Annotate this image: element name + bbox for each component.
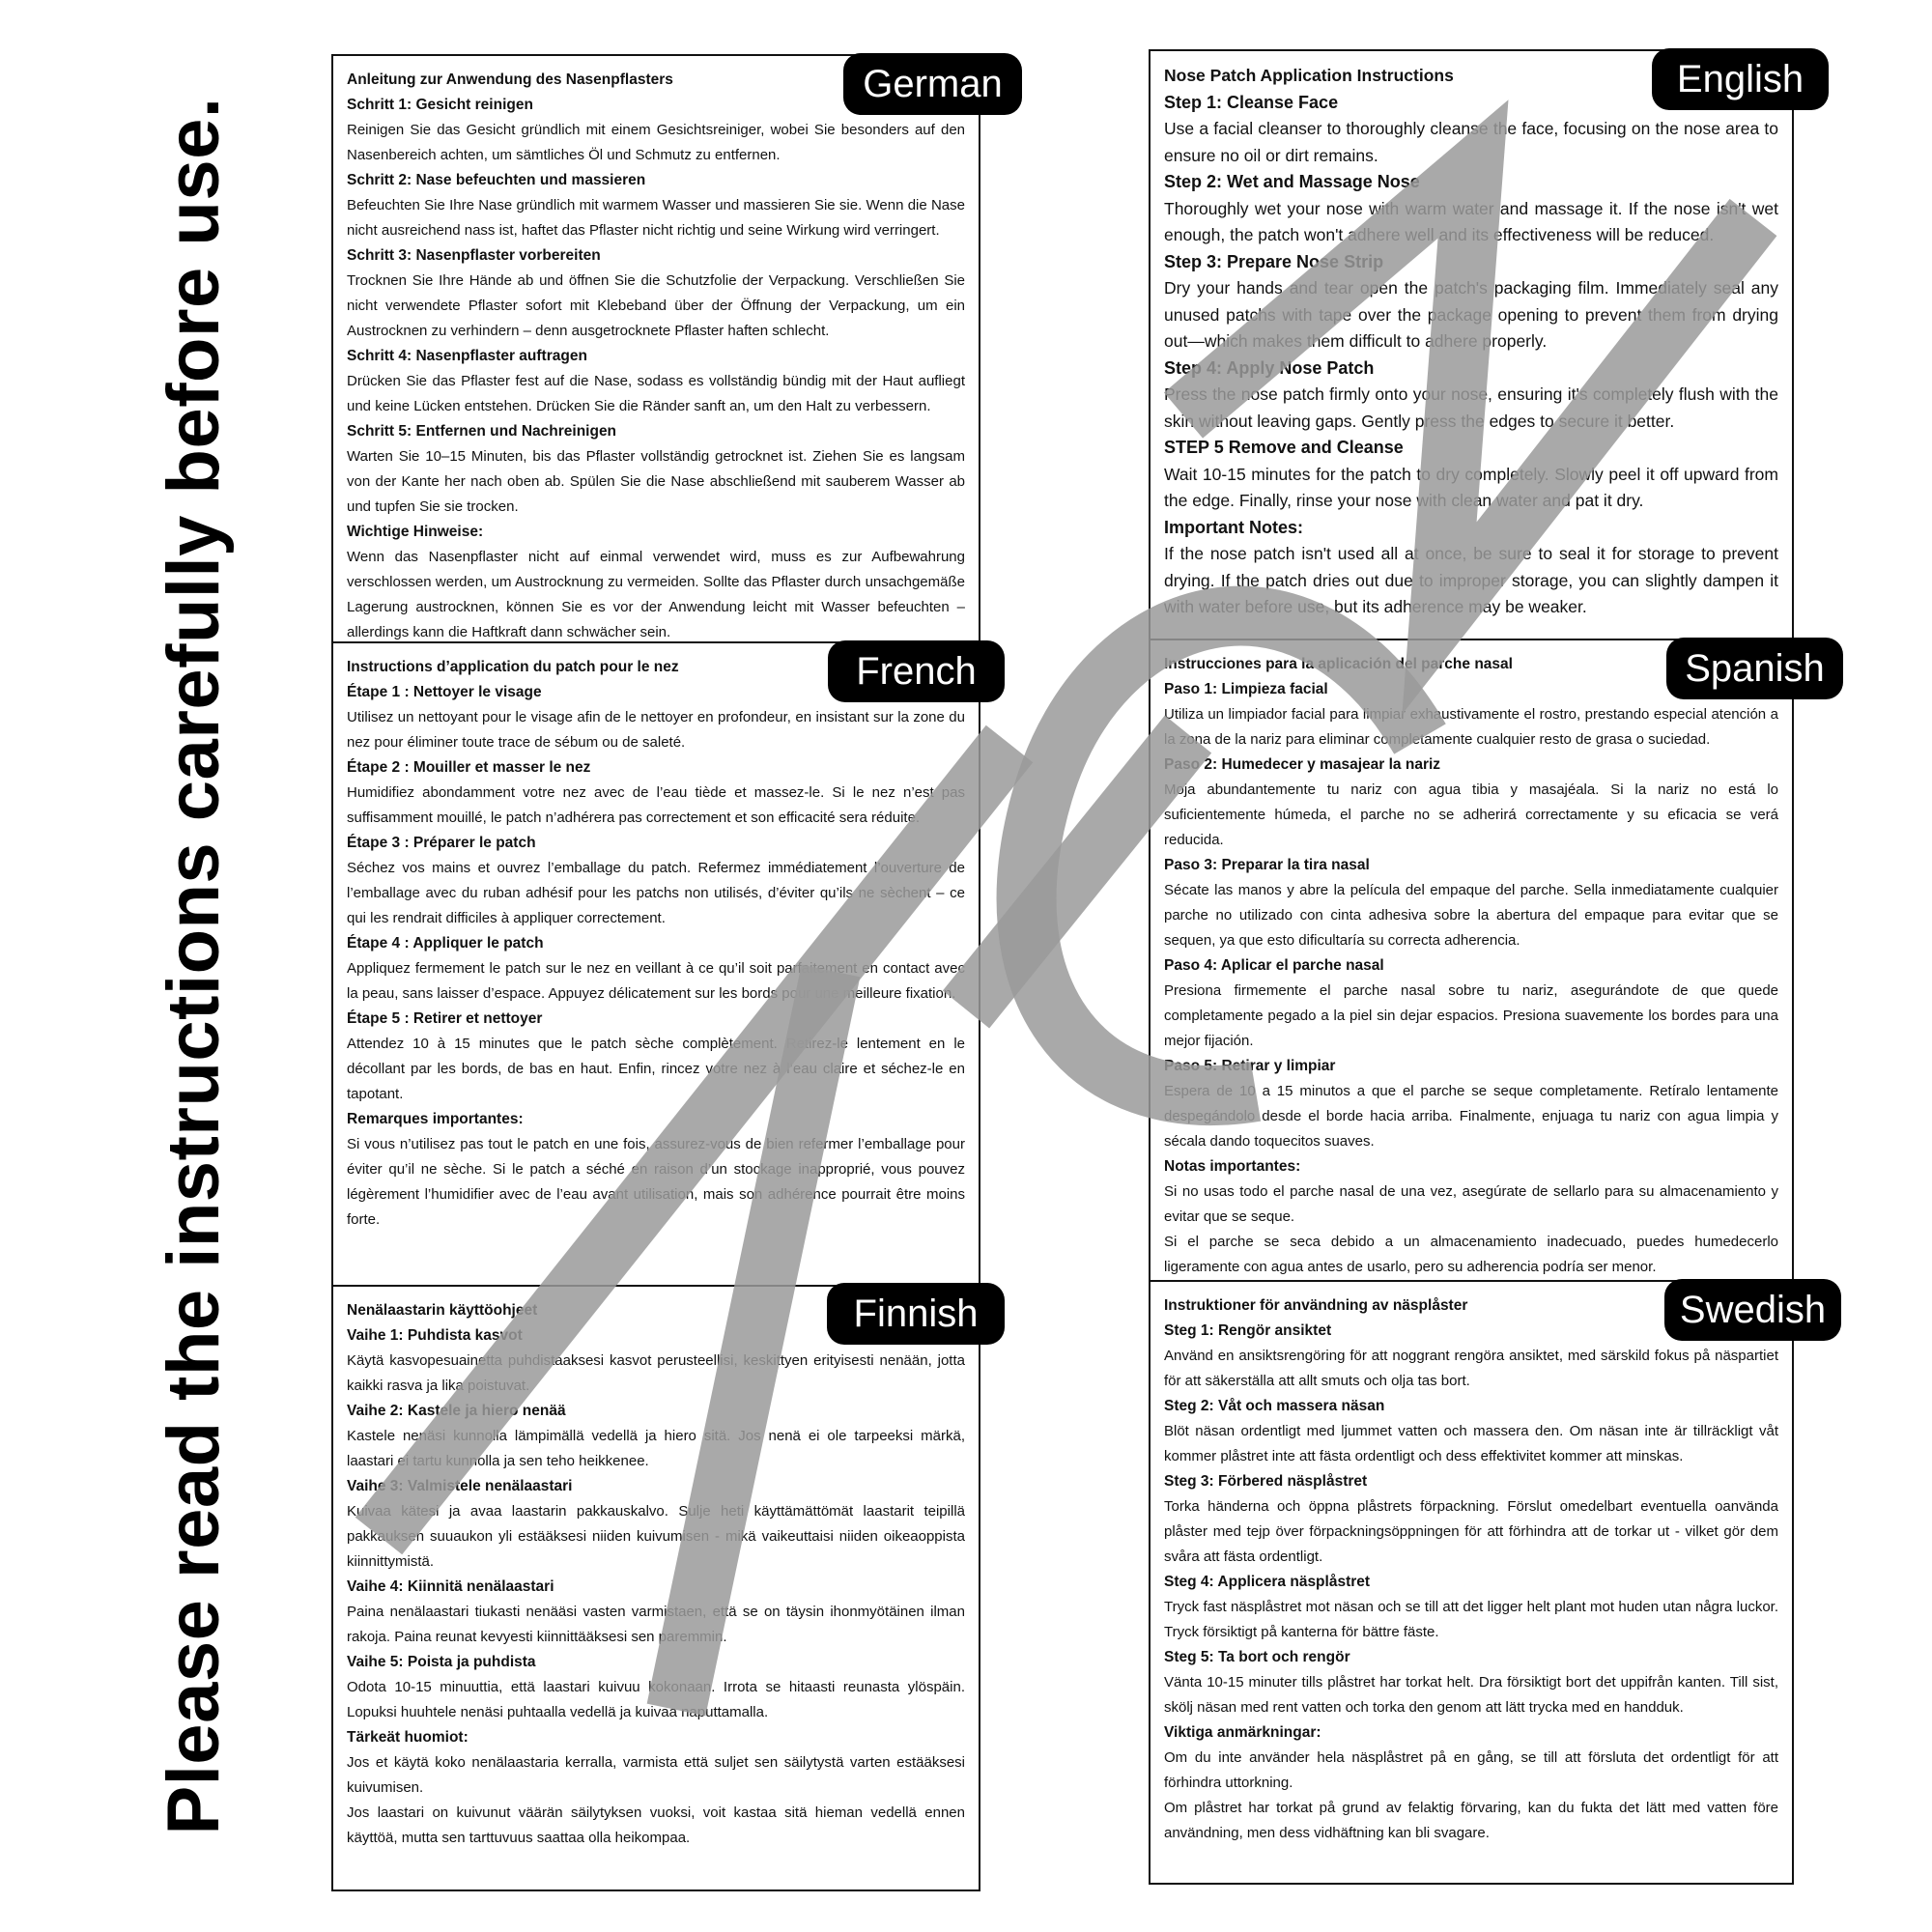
step-heading: Étape 1 : Nettoyer le visage <box>347 684 542 700</box>
language-tab-finnish: Finnish <box>827 1283 1005 1345</box>
section-heading: Nose Patch Application Instructions <box>1164 66 1454 85</box>
section-heading: Anleitung zur Anwendung des Nasenpflasters <box>347 71 673 88</box>
step-text: Thoroughly wet your nose with warm water and massage it. If the nose isn't wet enough, the patch won't adhere well and its effectiveness will be reduced. <box>1164 198 1778 244</box>
instruction-list <box>1164 1319 1778 1846</box>
step-heading: Paso 4: Aplicar el parche nasal <box>1164 957 1384 974</box>
step-heading: Steg 5: Ta bort och rengör <box>1164 1649 1350 1665</box>
step-heading: Wichtige Hinweise: <box>347 524 484 540</box>
step-text: Dry your hands and tear open the patch's packaging film. Immediately seal any unused patchs with tape over the package opening to prevent them from drying out—which makes them difficult to adhere properly. <box>1164 278 1778 351</box>
step-text: Utilisez un nettoyant pour le visage afin de le nettoyer en profondeur, en insistant sur la zone du nez pour éliminer toute trace de sébum ou de saleté. <box>347 709 965 751</box>
step-text: Moja abundantemente tu nariz con agua tibia y masajéala. Si la nariz no está lo suficientemente húmeda, el parche no se adherirá correctamente y su eficacia se verá reducida. <box>1164 781 1778 848</box>
step-text: Jos et käytä koko nenälaastaria kerralla, varmista että suljet sen säilytystä varten estääksesi kuivumisen. <box>347 1754 965 1796</box>
section-heading: Instructions d’application du patch pour le nez <box>347 659 679 675</box>
step-text: Appliquez fermement le patch sur le nez en veillant à ce qu’il soit parfaitement en contact avec la peau, sans laisser d’espace. Appuyez délicatement sur les bords pour une meilleure fixation. <box>347 960 965 1002</box>
step-heading: Vaihe 2: Kastele ja hiero nenää <box>347 1403 566 1419</box>
section-heading: Instruktioner för användning av näsplåster <box>1164 1297 1468 1314</box>
step-heading: Step 2: Wet and Massage Nose <box>1164 172 1420 191</box>
step-text: Séchez vos mains et ouvrez l’emballage du patch. Refermez immédiatement l’ouverture de l’emballage avec du ruban adhésif pour les patchs non utilisés, d’éviter qu’ils ne sèchent – ce qui les rendrait difficiles à appliquer correctement. <box>347 860 965 926</box>
step-text: Om du inte använder hela näsplåstret på en gång, se till att försluta det ordentligt för att förhindra uttorkning. <box>1164 1749 1778 1791</box>
step-heading: Steg 1: Rengör ansiktet <box>1164 1322 1332 1339</box>
step-text: Blöt näsan ordentligt med ljummet vatten och massera den. Om näsan inte är tillräckligt våt kommer plåstret inte att fästa ordentligt och dess effektivitet kommer att minskas. <box>1164 1423 1778 1464</box>
step-text: Reinigen Sie das Gesicht gründlich mit einem Gesichtsreiniger, wobei Sie besonders auf den Nasenbereich achten, um sämtliches Öl und Schmutz zu entfernen. <box>347 122 965 163</box>
step-text: Kuivaa kätesi ja avaa laastarin pakkauskalvo. Sulje heti käyttämättömät laastarit teipillä pakkauksen suuaukon yli estääksesi niiden kuivumisen - mikä vaikeuttaisi niiden oikeaoppista kiinnittymistä. <box>347 1503 965 1570</box>
instruction-list <box>347 1323 965 1851</box>
step-heading: Étape 5 : Retirer et nettoyer <box>347 1010 543 1027</box>
instruction-list <box>347 93 965 643</box>
step-heading: Vaihe 4: Kiinnitä nenälaastari <box>347 1578 554 1595</box>
step-text: Om plåstret har torkat på grund av felaktig förvaring, kan du fukta det lätt med vatten före användning, men dess vidhäftning kan bli svagare. <box>1164 1800 1778 1841</box>
step-heading: Étape 2 : Mouiller et masser le nez <box>347 759 591 776</box>
step-text: Presiona firmemente el parche nasal sobre tu nariz, asegurándote de que quede completamente pegado a la piel sin dejar espacios. Presiona suavemente los bordes para una mejor fijación. <box>1164 982 1778 1049</box>
step-text: Si el parche se seca debido a un almacenamiento inadecuado, puedes humedecerlo ligeramente con agua antes de usarlo, pero su adherencia podría ser menor. <box>1164 1234 1778 1275</box>
section-french <box>331 641 980 1287</box>
step-text: Sécate las manos y abre la película del empaque del parche. Sella inmediatamente cualquier parche no utilizado con cinta adhesiva sobre la abertura del empaque para evitar que se sequen, ya que esto dificultaría su correcta adherencia. <box>1164 882 1778 949</box>
section-heading: Nenälaastarin käyttöohjeet <box>347 1302 538 1319</box>
step-heading: Étape 3 : Préparer le patch <box>347 835 536 851</box>
step-text: Kastele nenäsi kunnolla lämpimällä vedellä ja hiero sitä. Jos nenä ei ole tarpeeksi märkä, laastari ei tartu kunnolla ja sen teho heikkenee. <box>347 1428 965 1469</box>
language-tab-german: German <box>843 53 1022 115</box>
step-heading: Important Notes: <box>1164 517 1303 537</box>
step-text: Vänta 10-15 minuter tills plåstret har torkat helt. Dra försiktigt bort det uppifrån kanten. Till sist, skölj näsan med rent vatten och torka den genom att lätt trycka med en handduk. <box>1164 1674 1778 1716</box>
step-heading: Schritt 5: Entfernen und Nachreinigen <box>347 423 617 440</box>
step-heading: Viktiga anmärkningar: <box>1164 1724 1321 1741</box>
section-finnish <box>331 1285 980 1891</box>
step-heading: Schritt 1: Gesicht reinigen <box>347 97 533 113</box>
instruction-list <box>1164 90 1778 621</box>
step-heading: Schritt 4: Nasenpflaster auftragen <box>347 348 587 364</box>
step-text: Jos laastari on kuivunut väärän säilytyksen vuoksi, voit kastaa sitä hieman vedellä ennen käyttöä, mutta sen tarttuvuus saattaa olla heikompaa. <box>347 1804 965 1846</box>
step-heading: STEP 5 Remove and Cleanse <box>1164 438 1404 457</box>
instruction-list <box>1164 677 1778 1280</box>
step-heading: Steg 3: Förbered näsplåstret <box>1164 1473 1368 1490</box>
step-text: If the nose patch isn't used all at once, be sure to seal it for storage to prevent drying. If the patch dries out due to improper storage, you can slightly dampen it with water before use, but its adherence may be weaker. <box>1164 544 1778 616</box>
step-text: Trocknen Sie Ihre Hände ab und öffnen Sie die Schutzfolie der Verpackung. Verschließen Sie nicht verwendete Pflaster sofort mit Klebeband über der Öffnung der Verpackung, um ein Austrocknen zu verhindern – denn ausgetrocknete Pflaster haften schlecht. <box>347 272 965 339</box>
section-spanish <box>1149 639 1794 1282</box>
section-german <box>331 54 980 643</box>
step-heading: Paso 2: Humedecer y masajear la nariz <box>1164 756 1441 773</box>
step-heading: Vaihe 1: Puhdista kasvot <box>347 1327 523 1344</box>
step-heading: Steg 4: Applicera näsplåstret <box>1164 1574 1371 1590</box>
step-text: Si vous n’utilisez pas tout le patch en une fois, assurez-vous de bien refermer l’emballage pour éviter qu’il ne sèche. Si le patch a séché en raison d’un stockage inapproprié, vous pouvez légèrement l’humidifier avec de l’eau avant utilisation, mais son adhérence pourrait être moins forte. <box>347 1136 965 1228</box>
step-heading: Paso 3: Preparar la tira nasal <box>1164 857 1370 873</box>
step-heading: Step 1: Cleanse Face <box>1164 92 1339 112</box>
language-tab-english: English <box>1652 48 1829 110</box>
step-text: Käytä kasvopesuainetta puhdistaaksesi kasvot perusteellisi, keskittyen erityisesti nenään, jotta kaikki rasva ja lika poistuvat. <box>347 1352 965 1394</box>
step-text: Wait 10-15 minutes for the patch to dry completely. Slowly peel it off upward from the edge. Finally, rinse your nose with clean water and pat it dry. <box>1164 464 1778 510</box>
step-heading: Paso 5: Retirar y limpiar <box>1164 1058 1336 1074</box>
section-heading: Instrucciones para la aplicación del parche nasal <box>1164 656 1513 672</box>
step-text: Wenn das Nasenpflaster nicht auf einmal verwendet wird, muss es zur Aufbewahrung verschlossen werden, um Austrocknung zu vermeiden. Sollte das Pflaster durch unsachgemäße Lagerung austrocknen, können Sie es vor der Anwendung leicht mit Wasser befeuchten – allerdings kann die Haftkraft dann schwächer sein. <box>347 549 965 640</box>
step-text: Tryck fast näsplåstret mot näsan och se till att det ligger helt plant mot huden utan några luckor. Tryck försiktigt på kanterna för bättre fäste. <box>1164 1599 1778 1640</box>
step-text: Si no usas todo el parche nasal de una vez, asegúrate de sellarlo para su almacenamiento y evitar que se seque. <box>1164 1183 1778 1225</box>
instruction-list <box>347 680 965 1233</box>
step-heading: Notas importantes: <box>1164 1158 1301 1175</box>
step-text: Espera de 10 a 15 minutos a que el parche se seque completamente. Retíralo lentamente despegándolo desde el borde hacia arriba. Finalmente, enjuaga tu nariz con agua limpia y sécala dando toquecitos suaves. <box>1164 1083 1778 1150</box>
step-text: Drücken Sie das Pflaster fest auf die Nase, sodass es vollständig bündig mit der Haut aufliegt und keine Lücken entstehen. Drücken Sie die Ränder sanft an, um den Halt zu verbessern. <box>347 373 965 414</box>
step-heading: Remarques importantes: <box>347 1111 524 1127</box>
page-title: Please read the instructions carefully before use. <box>152 97 235 1835</box>
step-heading: Step 3: Prepare Nose Strip <box>1164 251 1384 271</box>
step-text: Utiliza un limpiador facial para limpiar exhaustivamente el rostro, prestando especial atención a la zona de la nariz para eliminar completamente cualquier resto de grasa o suciedad. <box>1164 706 1778 748</box>
step-heading: Paso 1: Limpieza facial <box>1164 681 1328 697</box>
step-text: Paina nenälaastari tiukasti nenääsi vasten varmistaen, että se on täysin ihonmyötäinen ilman rakoja. Paina reunat kevyesti kiinnittääksesi sen paremmin. <box>347 1604 965 1645</box>
step-heading: Tärkeät huomiot: <box>347 1729 469 1746</box>
step-text: Attendez 10 à 15 minutes que le patch sèche complètement. Retirez-le lentement en le décollant par les bords, de bas en haut. Enfin, rincez votre nez à l’eau claire et séchez-le en tapotant. <box>347 1036 965 1102</box>
language-tab-swedish: Swedish <box>1664 1279 1841 1341</box>
language-tab-french: French <box>828 640 1005 702</box>
step-text: Warten Sie 10–15 Minuten, bis das Pflaster vollständig getrocknet ist. Ziehen Sie es langsam von der Kante her nach oben ab. Spülen Sie die Nase abschließend mit sauberem Wasser ab und tupfen Sie sie trocken. <box>347 448 965 515</box>
step-text: Odota 10-15 minuuttia, että laastari kuivuu kokonaan. Irrota se hitaasti reunasta ylöspäin. Lopuksi huuhtele nenäsi puhtaalla vedellä ja kuivaa naputtamalla. <box>347 1679 965 1720</box>
section-swedish <box>1149 1280 1794 1885</box>
step-text: Press the nose patch firmly onto your nose, ensuring it's completely flush with the skin without leaving gaps. Gently press the edges to secure it better. <box>1164 384 1778 431</box>
step-heading: Schritt 2: Nase befeuchten und massieren <box>347 172 646 188</box>
step-heading: Vaihe 5: Poista ja puhdista <box>347 1654 536 1670</box>
step-text: Use a facial cleanser to thoroughly cleanse the face, focusing on the nose area to ensure no oil or dirt remains. <box>1164 119 1778 165</box>
step-text: Befeuchten Sie Ihre Nase gründlich mit warmem Wasser und massieren Sie sie. Wenn die Nase nicht ausreichend nass ist, haftet das Pflaster nicht richtig und seine Wirkung wird verringert. <box>347 197 965 239</box>
section-english <box>1149 49 1794 640</box>
step-text: Torka händerna och öppna plåstrets förpackning. Förslut omedelbart eventuella oanvända plåster med tejp över förpackningsöppningen för att förhindra att de torkar ut - vilket gör dem svåra att fästa ordentligt. <box>1164 1498 1778 1565</box>
step-heading: Vaihe 3: Valmistele nenälaastari <box>347 1478 573 1494</box>
step-text: Humidifiez abondamment votre nez avec de l’eau tiède et massez-le. Si le nez n’est pas suffisamment mouillé, le patch n’adhérera pas correctement et son efficacité sera réduite. <box>347 784 965 826</box>
step-text: Använd en ansiktsrengöring för att noggrant rengöra ansiktet, med särskild fokus på näspartiet för att säkerställa att allt smuts och olja tas bort. <box>1164 1348 1778 1389</box>
step-heading: Étape 4 : Appliquer le patch <box>347 935 544 952</box>
step-heading: Steg 2: Våt och massera näsan <box>1164 1398 1385 1414</box>
step-heading: Step 4: Apply Nose Patch <box>1164 357 1375 378</box>
language-tab-spanish: Spanish <box>1666 638 1843 699</box>
step-heading: Schritt 3: Nasenpflaster vorbereiten <box>347 247 601 264</box>
